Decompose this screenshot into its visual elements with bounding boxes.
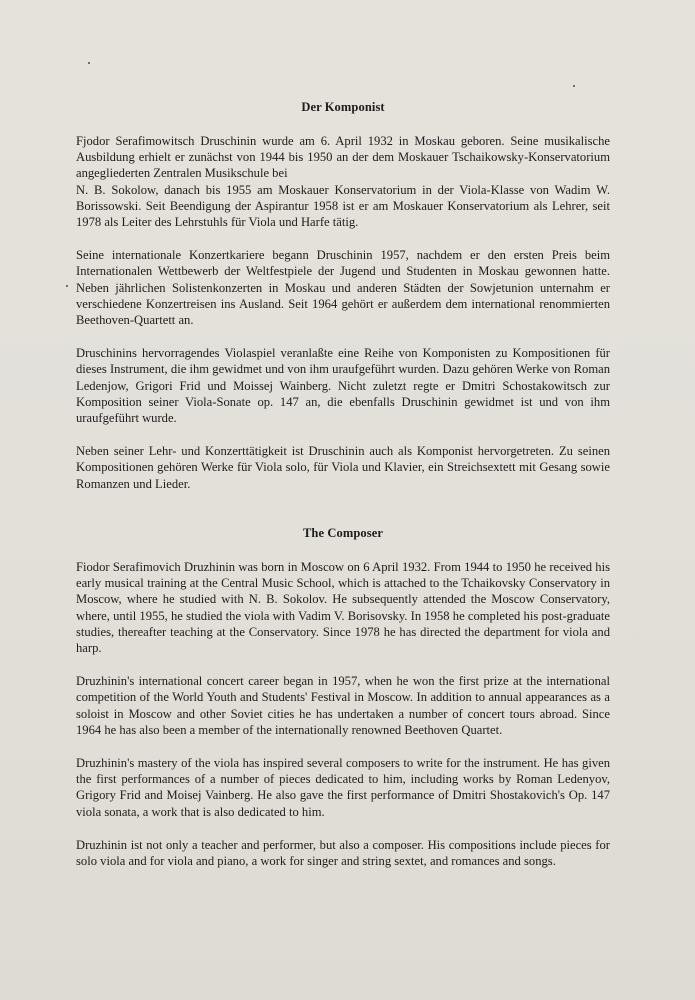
german-heading: Der Komponist: [301, 100, 385, 114]
german-paragraph-1: [76, 133, 610, 230]
german-section: [76, 100, 610, 509]
english-paragraph-2: Druzhinin's international concert career began in 1957, when he won the first prize at the international competition of the World Youth and Students' Festival in Moscow. In addition to annual appearances as a soloist in Moscow and other Soviet cities he has undertaken a number of concert tours abroad. Since 1964 he has also been a member of the internationally renowned Beethoven Quartet.: [76, 674, 610, 737]
english-heading: The Composer: [302, 526, 383, 540]
english-section: [76, 526, 610, 886]
english-paragraph-3: Druzhinin's mastery of the viola has inspired several composers to write for the instrument. He has given the first performances of a number of pieces dedicated to him, including works by Roman Ledenyov, Grigory Frid and Moisej Vainberg. He also gave the first performance of Dmitri Shostakovich's Op. 147 viola sonata, a work that is also dedicated to him.: [76, 756, 610, 819]
paper-speck: [88, 62, 90, 64]
paper-speck: [573, 85, 575, 87]
english-paragraph-4: Druzhinin ist not only a teacher and performer, but also a composer. His compositions include pieces for solo viola and for viola and piano, a work for singer and string sextet, and romances and songs.: [76, 837, 610, 869]
paper-speck: [66, 285, 68, 287]
german-paragraph-4: Neben seiner Lehr- und Konzerttätigkeit ist Druschinin auch als Komponist hervorgetreten. Zu seinen Kompositionen gehören Werke für Viola solo, für Viola und Klavier, ein Streichsextett mit Gesang sowie Romanzen und Lieder.: [76, 444, 610, 491]
german-paragraph-1-line-1: Fjodor Serafimowitsch Druschinin wurde am 6. April 1932 in Moskau geboren. Seine musikalische Ausbildung erhielt er zunächst von 1944 bis 1950 an der dem Moskauer Tschaikowsky-Konservatorium angegliederten Zentralen Musikschule bei: [76, 134, 610, 181]
german-paragraph-2: Seine internationale Konzertkariere begann Druschinin 1957, nachdem er den ersten Preis beim Internationalen Wettbewerb der Weltfestpiele der Jugend und Studenten in Moskau gewonnen hatte. Neben jährlichen Solistenkonzerten in Moskau und anderen Städten der Sowjetunion unternahm er verschiedene Konzertreisen ins Ausland. Seit 1964 gehört er außerdem dem international renommierten Beethoven-Quartett an.: [76, 248, 610, 328]
english-paragraph-1: Fiodor Serafimovich Druzhinin was born in Moscow on 6 April 1932. From 1944 to 1950 he received his early musical training at the Central Music School, which is attached to the Tchaikovsky Conservatory in Moscow, where he studied with N. B. Sokolov. He subsequently attended the Moscow Conservatory, where, until 1955, he studied the viola with Vadim V. Borisovsky. In 1958 he completed his post-graduate studies, thereafter teaching at the Conservatory. Since 1978 he has directed the department for viola and harp.: [76, 560, 610, 656]
german-paragraph-3: Druschinins hervorragendes Violaspiel veranlaßte eine Reihe von Komponisten zu Kompositionen für dieses Instrument, die ihm gewidmet und von ihm uraufgeführt wurden. Dazu gehören Werke von Roman Ledenjow, Grigori Frid und Moissej Wainberg. Nicht zuletzt regte er Dmitri Schostakowitsch zur Komposition seiner Viola-Sonate op. 147 an, die ebenfalls Druschinin gewidmet ist und von ihm uraufgeführt wurde.: [76, 346, 610, 426]
german-paragraph-1-line-2: N. B. Sokolow, danach bis 1955 am Moskauer Konservatorium in der Viola-Klasse von Wadim W. Borissowski. Seit Beendigung der Aspirantur 1958 ist er am Moskauer Konservatorium als Lehrer, seit 1978 als Leiter des Lehrstuhls für Viola und Harfe tätig.: [76, 182, 610, 230]
